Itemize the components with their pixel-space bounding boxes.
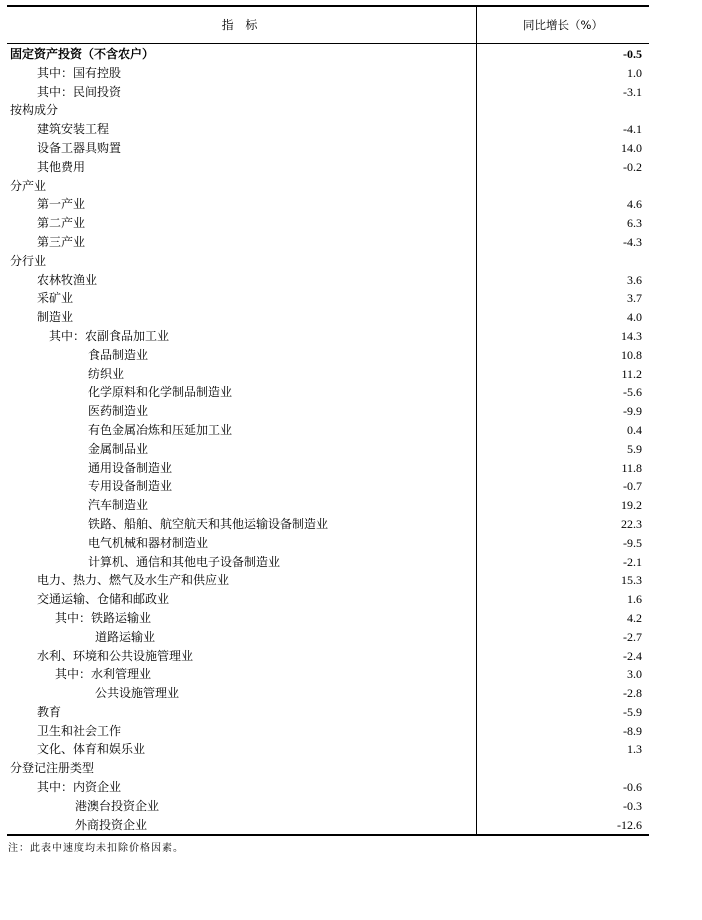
row-value: -5.9 (623, 704, 642, 719)
row-value: -4.3 (623, 234, 642, 249)
table-row (7, 459, 649, 478)
table-row (7, 252, 649, 271)
table-row (7, 120, 649, 139)
row-label: 按构成分 (10, 103, 59, 118)
row-value: -2.1 (623, 554, 642, 569)
row-label: 医药制造业 (88, 404, 149, 419)
row-value: 0.4 (627, 422, 642, 437)
table-row (7, 534, 649, 553)
table-row (7, 722, 649, 741)
row-value: 3.6 (627, 272, 642, 287)
row-value: 3.0 (627, 667, 642, 682)
table-row (7, 477, 649, 496)
row-label: 公共设施管理业 (95, 686, 180, 701)
row-value: -9.5 (623, 535, 642, 550)
table-row (7, 440, 649, 459)
row-label: 电力、热力、燃气及水生产和供应业 (37, 573, 230, 588)
row-label: 教育 (37, 704, 62, 719)
row-value: 14.3 (621, 328, 642, 343)
row-label: 分登记注册类型 (10, 761, 95, 776)
row-value: 1.3 (627, 742, 642, 757)
table-row (7, 740, 649, 759)
table-row (7, 158, 649, 177)
row-value: 4.0 (627, 310, 642, 325)
row-value: -0.6 (623, 780, 642, 795)
row-label: 计算机、通信和其他电子设备制造业 (88, 554, 281, 569)
row-value: 15.3 (621, 573, 642, 588)
row-label: 其中：铁路运输业 (55, 610, 152, 625)
table-row (7, 383, 649, 402)
row-label: 其中：国有控股 (37, 65, 122, 80)
row-value: -2.4 (623, 648, 642, 663)
row-label: 金属制品业 (88, 441, 149, 456)
header-indicator: 指 标 (221, 18, 262, 32)
row-label: 食品制造业 (88, 347, 149, 362)
row-value: -0.5 (623, 47, 642, 61)
row-label: 有色金属冶炼和压延加工业 (88, 422, 233, 437)
table-header (7, 5, 649, 44)
row-label: 其中：民间投资 (37, 84, 122, 99)
row-value: 1.6 (627, 592, 642, 607)
row-value: 6.3 (627, 216, 642, 231)
table-row (7, 759, 649, 778)
row-label: 第二产业 (37, 216, 86, 231)
row-value: -8.9 (623, 723, 642, 738)
row-label: 电气机械和器材制造业 (88, 535, 209, 550)
row-label: 设备工器具购置 (37, 140, 122, 155)
row-label: 专用设备制造业 (88, 479, 173, 494)
table-row (7, 233, 649, 252)
table-row (7, 684, 649, 703)
row-label: 交通运输、仓储和邮政业 (37, 592, 170, 607)
row-label: 采矿业 (37, 291, 74, 306)
row-label: 建筑安装工程 (37, 122, 110, 137)
row-value: 4.2 (627, 610, 642, 625)
header-growth: 同比增长（%） (476, 7, 649, 43)
row-value: 4.6 (627, 197, 642, 212)
row-value: 14.0 (621, 140, 642, 155)
row-value: -3.1 (623, 84, 642, 99)
table-row (7, 628, 649, 647)
row-value: -9.9 (623, 404, 642, 419)
table-row (7, 101, 649, 120)
row-value: -0.3 (623, 798, 642, 813)
table-row (7, 515, 649, 534)
table-row (7, 402, 649, 421)
table-row (7, 797, 649, 816)
row-label: 其他费用 (37, 159, 86, 174)
row-label: 第三产业 (37, 234, 86, 249)
row-label: 外商投资企业 (75, 817, 148, 832)
table-row (7, 421, 649, 440)
row-label: 第一产业 (37, 197, 86, 212)
table-row (7, 195, 649, 214)
row-value: 10.8 (621, 347, 642, 362)
row-label: 卫生和社会工作 (37, 723, 122, 738)
row-label: 农林牧渔业 (37, 272, 98, 287)
table-row (7, 83, 649, 102)
row-value: 3.7 (627, 291, 642, 306)
table-row (7, 214, 649, 233)
footnote: 注：此表中速度均未扣除价格因素。 (8, 843, 184, 854)
row-label: 其中：农副食品加工业 (49, 328, 170, 343)
table-row (7, 45, 649, 64)
row-value: -2.8 (623, 686, 642, 701)
table-row (7, 327, 649, 346)
row-value: 19.2 (621, 498, 642, 513)
row-value: -12.6 (617, 817, 642, 832)
row-value: -2.7 (623, 629, 642, 644)
row-value: 11.2 (621, 366, 642, 381)
table-row (7, 553, 649, 572)
row-label: 其中：内资企业 (37, 780, 122, 795)
table-row (7, 647, 649, 666)
table-row (7, 571, 649, 590)
row-value: 5.9 (627, 441, 642, 456)
row-label: 铁路、船舶、航空航天和其他运输设备制造业 (88, 516, 329, 531)
table-row (7, 64, 649, 83)
table-row (7, 665, 649, 684)
row-value: -5.6 (623, 385, 642, 400)
row-value: 1.0 (627, 65, 642, 80)
row-label: 港澳台投资企业 (75, 798, 160, 813)
table-row (7, 778, 649, 797)
row-label: 文化、体育和娱乐业 (37, 742, 146, 757)
table-row (7, 703, 649, 722)
row-label: 其中：水利管理业 (55, 667, 152, 682)
table-row (7, 177, 649, 196)
table-row (7, 496, 649, 515)
table-row (7, 346, 649, 365)
table-row (7, 271, 649, 290)
row-value: 22.3 (621, 516, 642, 531)
row-label: 道路运输业 (95, 629, 156, 644)
row-value: 11.8 (621, 460, 642, 475)
row-label: 分产业 (10, 178, 47, 193)
table-row (7, 308, 649, 327)
table-row (7, 609, 649, 628)
table-row (7, 365, 649, 384)
row-label: 分行业 (10, 253, 47, 268)
table-row (7, 816, 649, 835)
row-label: 通用设备制造业 (88, 460, 173, 475)
row-value: -0.7 (623, 479, 642, 494)
row-label: 化学原料和化学制品制造业 (88, 385, 233, 400)
row-label: 固定资产投资（不含农户） (10, 47, 155, 61)
table-row (7, 139, 649, 158)
table-row (7, 590, 649, 609)
row-value: -0.2 (623, 159, 642, 174)
row-value: -4.1 (623, 122, 642, 137)
table-body (7, 44, 649, 836)
row-label: 制造业 (37, 310, 74, 325)
statistics-table (7, 5, 649, 836)
table-row (7, 289, 649, 308)
row-label: 纺织业 (88, 366, 125, 381)
row-label: 汽车制造业 (88, 498, 149, 513)
row-label: 水利、环境和公共设施管理业 (37, 648, 194, 663)
